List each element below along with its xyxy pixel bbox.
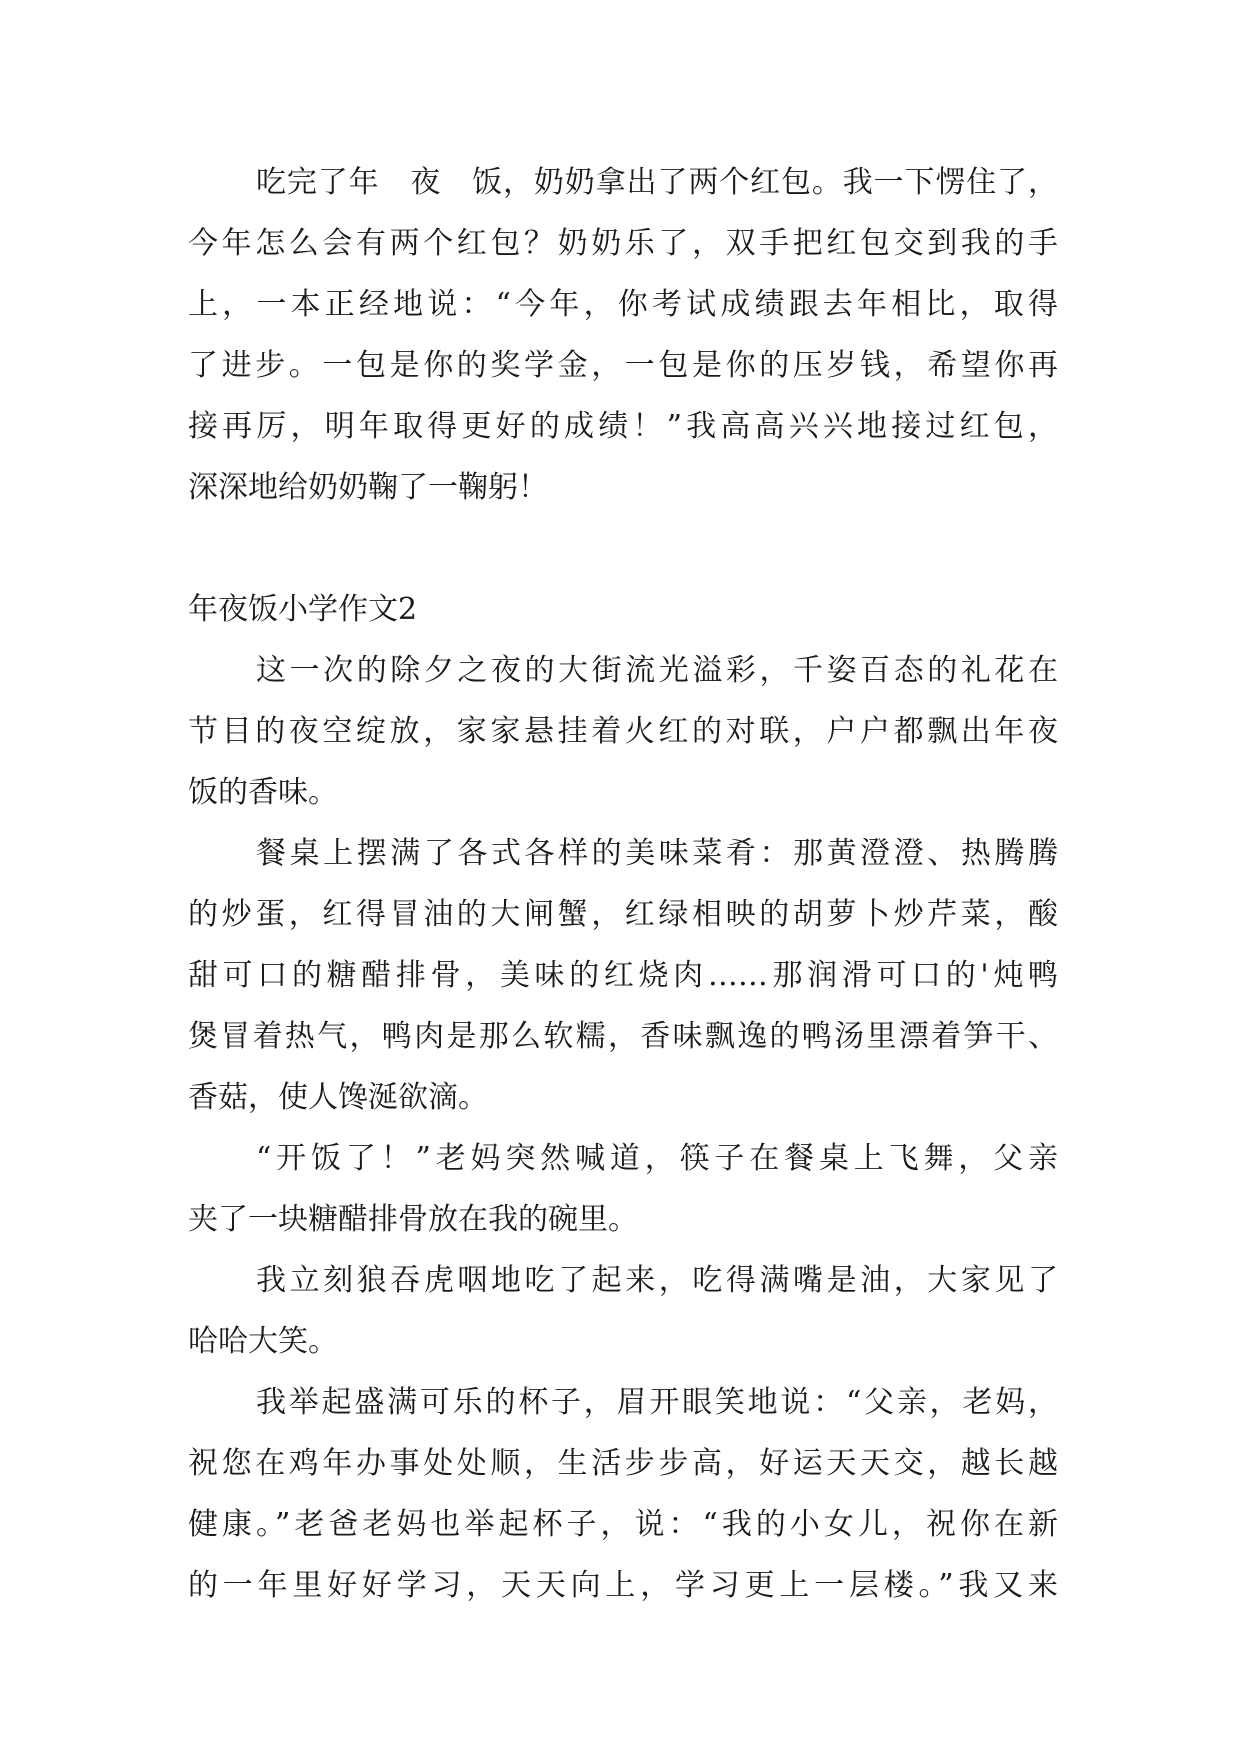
paragraph-4 (188, 1128, 1058, 1250)
paragraph-line: 祝您在鸡年办事处处顺，生活步步高，好运天天交，越长越 (188, 1446, 1058, 1481)
paragraph-line: 的一年里好好学习，天天向上，学习更上一层楼。”我又来 (188, 1568, 1058, 1603)
paragraph-line: 的炒蛋，红得冒油的大闸蟹，红绿相映的胡萝卜炒芹菜，酸 (188, 897, 1058, 932)
paragraph-line: 上，一本正经地说：“今年，你考试成绩跟去年相比，取得 (188, 287, 1058, 322)
paragraph-line: 饭的香味。 (188, 775, 338, 810)
paragraph-line: 了进步。一包是你的奖学金，一包是你的压岁钱，希望你再 (188, 348, 1058, 383)
paragraph-line: 健康。”老爸老妈也举起杯子，说：“我的小女儿，祝你在新 (188, 1507, 1058, 1542)
paragraph-line: 甜可口的糖醋排骨，美味的红烧肉……那润滑可口的'炖鸭 (188, 958, 1058, 993)
paragraph-line: 我举起盛满可乐的杯子，眉开眼笑地说：“父亲，老妈， (256, 1385, 1058, 1420)
paragraph-line: 我立刻狼吞虎咽地吃了起来，吃得满嘴是油，大家见了 (256, 1263, 1058, 1298)
paragraph-1 (188, 152, 1058, 518)
paragraph-line: 深深地给奶奶鞠了一鞠躬！ (188, 470, 548, 505)
paragraph-line: 这一次的除夕之夜的大街流光溢彩，千姿百态的礼花在 (256, 653, 1058, 688)
paragraph-line: 香菇，使人馋涎欲滴。 (188, 1080, 488, 1115)
paragraph-line: 吃完了年 夜 饭，奶奶拿出了两个红包。我一下愣住了， (256, 165, 1058, 200)
paragraph-3 (188, 823, 1058, 1128)
paragraph-line: “开饭了！”老妈突然喊道，筷子在餐桌上飞舞，父亲 (256, 1141, 1058, 1176)
blank-line (188, 518, 1058, 579)
paragraph-line: 节目的夜空绽放，家家悬挂着火红的对联，户户都飘出年夜 (188, 714, 1058, 749)
paragraph-2 (188, 640, 1058, 823)
paragraph-line: 煲冒着热气，鸭肉是那么软糯，香味飘逸的鸭汤里漂着笋干、 (188, 1019, 1058, 1054)
paragraph-line: 今年怎么会有两个红包？奶奶乐了，双手把红包交到我的手 (188, 226, 1058, 261)
paragraph-5 (188, 1250, 1058, 1372)
paragraph-6 (188, 1372, 1058, 1616)
section-heading: 年夜饭小学作文2 (188, 592, 418, 627)
paragraph-line: 餐桌上摆满了各式各样的美味菜肴：那黄澄澄、热腾腾 (256, 836, 1058, 871)
paragraph-line: 哈哈大笑。 (188, 1324, 338, 1359)
document-page (188, 152, 1058, 1616)
paragraph-line: 接再厉，明年取得更好的成绩！”我高高兴兴地接过红包， (188, 409, 1058, 444)
paragraph-line: 夹了一块糖醋排骨放在我的碗里。 (188, 1202, 638, 1237)
